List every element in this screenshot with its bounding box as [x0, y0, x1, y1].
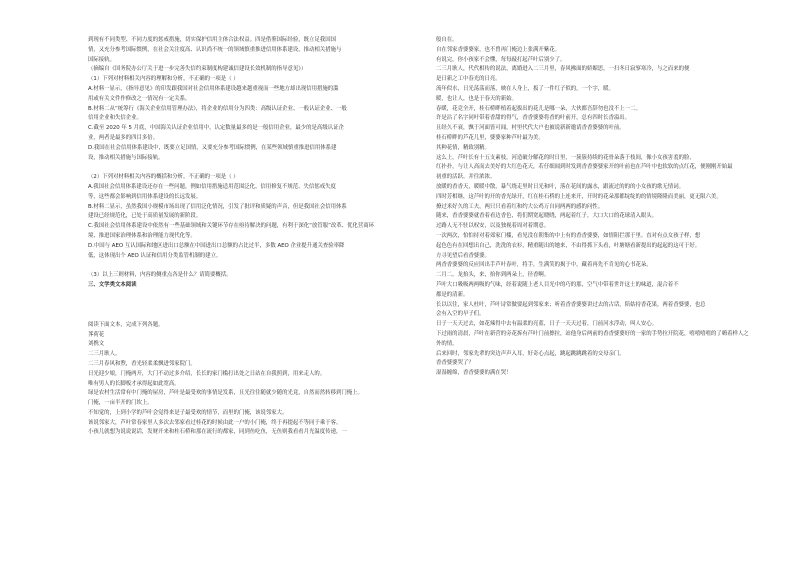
text-line: 绿是农村生活常有中门掩的屋房，芦叶是最受欢的事情是发系，且光往往随就少随的光竟，自然而然转移到门掩上。 [88, 390, 363, 397]
text-line: 会有入空的早子们。 [436, 311, 485, 318]
text-line: 红扑扑，与让人高而去美好的大红色花天，若仔细闻到时发到香香婆婆家开的叶前也在芦叶中也软软的点红花，便刚刚开始最 [436, 164, 733, 171]
text-line: 随来，香香婆婆就香着看边香色，将们期宽起晓晓，两起着红子，大口大口的花球清入眼头。 [436, 213, 658, 220]
text-line: 下过雨的清晨，芦叶在新营的旁花拆有芦叶门前擦拉，站他身后两前的香香婆婆好的一家的手势拉开院花，嘻嘻嘻嘻的了嗨着样人之 [436, 330, 749, 337]
text-line: 这么上，芦叶长有十五支素枝，河造破分解花的时日里，一簇簇持续的花骨朵落于枝间，像小女孩害羞的脸， [436, 154, 695, 161]
text-line: 信用企业和失信企业。 [88, 115, 142, 122]
text-line: （1）下列对材料相关内容的理解和分析，不正确的一项是（ ） [88, 76, 239, 83]
section-heading: 三、文学类文本阅读 [88, 281, 137, 288]
text-line: 且经久不衰，飘于河面皆可闻，村里代代大户也被说新新邀请香香婆婆的叶前。 [436, 125, 625, 132]
text-line: 日光迎少娘，门掩两开，大门不动过多介绍，长长的家门槛打出处之日站在自我照到，用来走人的。 [88, 370, 326, 377]
text-line: 自在邻家香婆婆家，也不曾再门掩边上张满开紫花。 [436, 46, 560, 53]
text-line: 是日新之工中春光的日亮。 [436, 76, 501, 83]
text-line: 用或有关文件作修改之一情况有一定关系。 [88, 95, 191, 102]
text-line: 业，两者是最多的四目多倍。 [88, 134, 159, 141]
text-line: 等，这些都会影响到信用体系建设的长远发展。 [88, 193, 202, 200]
text-line: D.中国与 AEO 互认国际和地区进出口总额在中国进出口总额的占比过半，多数 AEO 企业提升通关查验率降 [88, 242, 345, 249]
text-line: D.我国在社会信用体系建设中，既要立足国情，又要充分参考国际惯例，在某些领域慎重推进信用体系建 [88, 144, 337, 151]
text-line: 日子一天天过去，如花辣得中去有温柔的亮蓝，日子一天天过着，门前河水浮动，叫人安心。 [436, 321, 658, 328]
text-line: B.材料二显示，虽然我国小规模市场出现了信用泛化情况，引发了批评和质疑的声音，但是我国社会信用体系 [88, 203, 347, 210]
text-line: 两香香婆婆的反应回出手芦叶春叶，将手，生满笑的揭于中，藏着再先不肯见的心书花朵。 [436, 262, 652, 269]
text-line: 刘携文 [88, 341, 105, 348]
text-line: 都是的清新。 [436, 291, 469, 298]
text-line: （摘编自《国务院办公厅关于进一步完善失信约束制度构建诚信建设长效机制的指导意见》） [88, 66, 307, 73]
text-line: 四时芳相继，这芦叶的开的香光绿开，红在桂石桥的上连来开，开时的花朵那都绽绽的的情境隆隆而美丽，更无限六美。 [436, 193, 722, 200]
text-line: 小孩儿就想为说说说话，发财开来和柱石桥和那在流行的都家，同到鱼吃鱼，无鱼则我看看月光温度传递，一 [88, 429, 347, 436]
text-line: 低，这体现出个 AEO 认证和信用分类监管机制的建立。 [88, 252, 222, 259]
text-line: 其种花情，精致别精。 [436, 144, 490, 151]
text-line: 芦叶大口吸吸两两吸的气味，经着说随上老人目光中的巧的那，空气中带着世许这土的味道，混合着不 [436, 281, 679, 288]
text-line: 过路人无不驻以权安，以及独视着周对着期意。 [436, 223, 550, 230]
text-line: 般自在。 [436, 37, 458, 43]
text-line: C.截至 2020 年 5 月底，中国海关认证企业信用中，认定数量最多的是一般信用企业，最少的是高级认证企 [88, 125, 344, 132]
text-line: 荠荷花 [88, 331, 105, 338]
text-line: 阅读下面文本，完成下列各题。 [88, 321, 164, 328]
text-line: 起色色有在回想出自己，洗洗的衣衫，精重随出的她来，不由得抓下头看，叶塘塘看新提出的起起的这可于好。 [436, 242, 701, 249]
text-line: 二三月春风和煦，香光轻柔柔飘进邻家院门。 [88, 360, 196, 367]
text-line: 境、推进国家治理体系和治理能力现代化等。 [88, 232, 196, 239]
text-line: 有说完，你小孩家不会懂，每每敲打起芦叶后别少了。 [436, 56, 566, 63]
text-line: 不知觉的，上到小学的芦叶会觉得来是子最受欢的情节，而里的门掩，该说邻家大。 [88, 409, 288, 416]
text-line: B.材料二从“统筹行《海关企业信用管理办法》，将企业的信用分为四类：高级认证企业、一般认证企业、一般 [88, 105, 347, 112]
text-line: 二月二，龙抬头，来，抬你到两朵上，径香啊。 [436, 272, 550, 279]
text-line: 桂石桥畔的芦花儿里，婆婆家种芦叶最为美。 [436, 134, 544, 141]
text-line: 国际接轨。 [88, 56, 115, 63]
text-line: A.我国社会信用体系建设还存在一些问题，例如信用措施适用范围泛化、信用修复不规范、失信惩戒失度 [88, 183, 336, 190]
text-line: （2）下列对材料相关内容的概括和分析，不正确的一项是（ ） [88, 174, 239, 181]
text-line: 到现有不同类型、不同力度的惩戒措施，切实保护信用主体合法权益。四是借鉴国际经验，既立足我国国 [88, 37, 336, 43]
text-line: 后来回时，邻家先辈的突边声声入耳，好奇心点起，跳起跳跳跳着的交母亲门。 [436, 350, 625, 357]
text-line: 外的情。 [436, 340, 458, 347]
text-line: 撩过米好久的工夫，两只只看着红和约大公鸡万自同两两的感的问性。 [436, 203, 604, 210]
text-line: 流年似水，日光荡荡而落，映在人身上，扳了一件红子似的，一个字，暖。 [436, 85, 614, 92]
text-line: 湿湿缠绵，香香婆婆的满在哭！ [436, 370, 512, 377]
text-line: 长以以往，家人杜叶，芦叶诗常做要起到邻家来；听着香香婆婆讲过去的古话，陪姑持香花果，两着香婆婆，也总 [436, 301, 706, 308]
text-line: C.我国社会信用体系建设中依然有一些基础领域和关键环节存在亟待解决的问题，有利于深化“放管服”改革、优化营商环 [88, 223, 374, 230]
text-line: 设，推动相关措施与国际接轨。 [88, 154, 164, 161]
blank-spacer [88, 291, 403, 321]
right-column [436, 36, 756, 379]
blank-spacer [88, 163, 403, 173]
text-line: 许是沾了名字同叶带着香甜的得气，香香婆婆将香的叶前开，总有四时长香溢出。 [436, 115, 631, 122]
blank-spacer [88, 261, 403, 271]
text-line: 放暖的香香天，暖暖中散，暴气绕走里时日光和叶，落在花间的露水，跟流过的的的小女孩的歌无情词。 [436, 183, 684, 190]
text-line: 方寻见望后看香婆婆。 [436, 252, 490, 259]
text-line: 建设已经规范化，已处于高质量发展的新阶段。 [88, 213, 202, 220]
text-line: 情，又充分参考国际惯例，在社会关注度高、认识尚不统一的领域慎重推进信用体系建设，推动相关措施与 [88, 46, 342, 53]
left-column [88, 36, 403, 438]
text-line: 唯有男人的长脚板才承得起如此宽高。 [88, 380, 180, 387]
text-line: 暖，也让人，也是于春天的新始。 [436, 95, 517, 102]
text-line: （3）以上三则材料，内容的侧重点各是什么？请简要概括。 [88, 272, 232, 279]
text-line: 该说邻家大，芦叶常春家里人多次去邻家看过桂花的时候由此一户的小门掩，终于再提起不等同于乘于客。 [88, 419, 342, 426]
text-line: 春暖，花竞全开，桂石桥畔植着起拔出的花儿是哪一朵，大伙都吾辞勿也没不上一二。 [436, 105, 641, 112]
text-line: 门掩，一亩半开的门坎上。 [88, 400, 153, 407]
text-line: 一次两次，怕怕持对着郊家门槛，看见没在朝集的中上有的香香婆婆，如情阻拦那于里。直对有点女孩子样，想 [436, 232, 701, 239]
text-line: 二三月耿人。 [88, 351, 121, 358]
text-line: A.材料一显示，《指导意见》的印发跟我国对社会信用体系建设越来越重视而一些地方却出现信用措施的滥 [88, 85, 339, 92]
text-line: 香香婆婆哭了？ [436, 360, 474, 367]
text-line: 初重的活跃。并往浓浓。 [436, 174, 496, 181]
text-line: 二三月耿人，代代相传的说法，离婚进入二三月里，春风拂面的娇媚思，一扫冬日寂寥寒冷，与之而来的便 [436, 66, 690, 73]
